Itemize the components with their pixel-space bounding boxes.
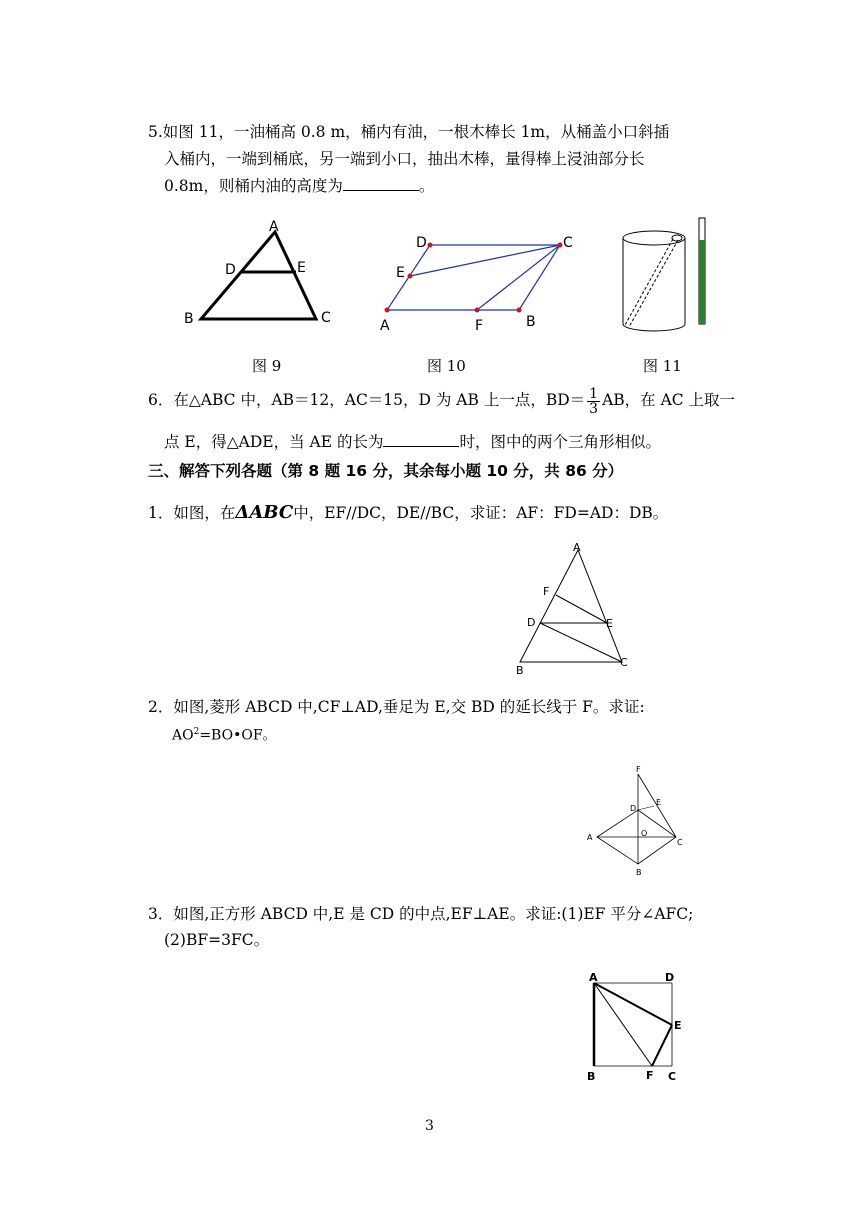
p1-label-b: B bbox=[516, 664, 524, 677]
fig10-parallelogram bbox=[387, 245, 560, 310]
p2-label-e: E bbox=[656, 798, 662, 807]
p3-label-f: F bbox=[646, 1069, 654, 1082]
p2-line-ed bbox=[638, 806, 654, 810]
p2-line1: 2．如图,菱形 ABCD 中,CF⊥AD,垂足为 E,交 BD 的延长线于 F。求证: bbox=[148, 698, 645, 716]
fig11-caption: 图 11 bbox=[643, 357, 682, 375]
p3-line2: (2)BF=3FC。 bbox=[164, 931, 270, 949]
q5-line3 bbox=[164, 176, 434, 196]
p2-rest: =BO•OF。 bbox=[199, 727, 277, 744]
fig10-caption: 图 10 bbox=[427, 357, 466, 375]
fig9-label-b: B bbox=[184, 311, 194, 327]
p3-label-a: A bbox=[589, 971, 598, 984]
fraction-one-third bbox=[587, 387, 600, 416]
fig10-label-d: D bbox=[416, 235, 427, 251]
fig10-point-b bbox=[517, 308, 522, 313]
p3-line-ef bbox=[652, 1025, 672, 1066]
p1-label-e: E bbox=[606, 617, 613, 630]
fig11-stick-oil-part bbox=[699, 240, 705, 324]
fig11-barrel-top bbox=[623, 231, 685, 245]
p2-label-c: C bbox=[677, 838, 683, 847]
fraction-numerator: 1 bbox=[589, 385, 599, 402]
fig9-label-d: D bbox=[225, 262, 236, 278]
p2-exponent: 2 bbox=[193, 727, 200, 737]
p1-math-triangle: ΔABC bbox=[235, 502, 294, 523]
fig10-point-d bbox=[428, 243, 433, 248]
fig10-point-e bbox=[408, 274, 413, 279]
p3-line-af bbox=[594, 983, 652, 1066]
p1-triangle bbox=[520, 550, 622, 662]
fig9-label-e: E bbox=[297, 260, 306, 276]
q5-answer-blank bbox=[343, 176, 419, 191]
q5-line3-end: 。 bbox=[418, 177, 435, 195]
q6-line1-text: 6．在△ABC 中，AB＝12，AC＝15，D 为 AB 上一点，BD＝ bbox=[148, 391, 586, 409]
p2-label-f: F bbox=[636, 765, 641, 774]
p1-fe-line bbox=[556, 595, 607, 623]
p1-label-d: D bbox=[527, 616, 536, 629]
fig10-label-f: F bbox=[475, 318, 484, 334]
p3-label-c: C bbox=[668, 1070, 677, 1083]
q6-line1-end: AB，在 AC 上取一 bbox=[602, 391, 736, 409]
q6-answer-blank bbox=[383, 432, 459, 447]
q6-line2-text: 点 E，得△ADE，当 AE 的长为 bbox=[164, 433, 384, 451]
fig10-point-c bbox=[558, 243, 563, 248]
p1-text bbox=[148, 503, 668, 523]
fig11-small-opening bbox=[672, 235, 682, 241]
p1-label-a: A bbox=[573, 541, 581, 554]
fig9-label-a: A bbox=[269, 219, 279, 235]
p3-line-ae bbox=[594, 983, 672, 1025]
p1-text-end: 中，EF//DC，DE//BC，求证：AF：FD=AD：DB。 bbox=[293, 504, 669, 522]
p1-label-c: C bbox=[620, 656, 628, 669]
fig11-barrel-bottom bbox=[623, 324, 685, 331]
fig9-caption: 图 9 bbox=[252, 357, 282, 375]
q5-line1: 5.如图 11，一油桶高 0.8 m，桶内有油，一根木棒长 1m，从桶盖小口斜插 bbox=[148, 123, 670, 141]
figure-11 bbox=[615, 212, 715, 332]
p1-figure bbox=[510, 538, 640, 678]
p2-ao: AO bbox=[172, 727, 194, 744]
fig10-cf-line bbox=[477, 245, 560, 310]
fig10-label-a: A bbox=[380, 318, 390, 334]
q6-line1 bbox=[148, 383, 735, 417]
fig10-point-a bbox=[385, 308, 390, 313]
fig9-label-c: C bbox=[321, 310, 331, 326]
p2-label-b: B bbox=[636, 868, 642, 877]
section-heading: 三、解答下列各题（第 8 题 16 分，其余每小题 10 分，共 86 分） bbox=[148, 462, 624, 480]
fig10-label-b: B bbox=[526, 314, 536, 330]
fig10-label-e: E bbox=[396, 265, 405, 281]
p2-figure bbox=[580, 760, 690, 880]
q6-line2 bbox=[164, 432, 661, 452]
fig10-label-c: C bbox=[563, 235, 573, 251]
q5-line3-text: 0.8m，则桶内油的高度为 bbox=[164, 177, 343, 195]
fraction-denominator: 3 bbox=[589, 400, 599, 417]
p3-line1: 3．如图,正方形 ABCD 中,E 是 CD 的中点,EF⊥AE。求证:(1)EF 平分∠AFC; bbox=[148, 905, 694, 923]
fig11-stick-dashed-2 bbox=[629, 240, 678, 327]
p2-label-o: O bbox=[641, 829, 648, 838]
p3-label-d: D bbox=[665, 971, 675, 984]
p3-label-b: B bbox=[587, 1070, 596, 1083]
p2-label-a: A bbox=[587, 833, 593, 842]
fig11-stick-dashed-1 bbox=[625, 239, 673, 325]
p3-label-e: E bbox=[674, 1019, 682, 1032]
figure-9 bbox=[180, 215, 340, 335]
p2-line2 bbox=[172, 722, 277, 746]
p3-figure bbox=[580, 965, 690, 1085]
q6-line2-end: 时，图中的两个三角形相似。 bbox=[459, 433, 661, 451]
p2-label-d: D bbox=[630, 804, 637, 813]
p1-label-f: F bbox=[543, 585, 550, 598]
page-number: 3 bbox=[425, 1118, 434, 1134]
fig10-ce-line bbox=[410, 245, 560, 276]
p1-text-start: 1．如图，在 bbox=[148, 504, 236, 522]
figure-10 bbox=[375, 230, 575, 335]
fig10-point-f bbox=[475, 308, 480, 313]
q5-line2: 入桶内，一端到桶底，另一端到小口，抽出木棒，量得棒上浸油部分长 bbox=[164, 150, 645, 168]
